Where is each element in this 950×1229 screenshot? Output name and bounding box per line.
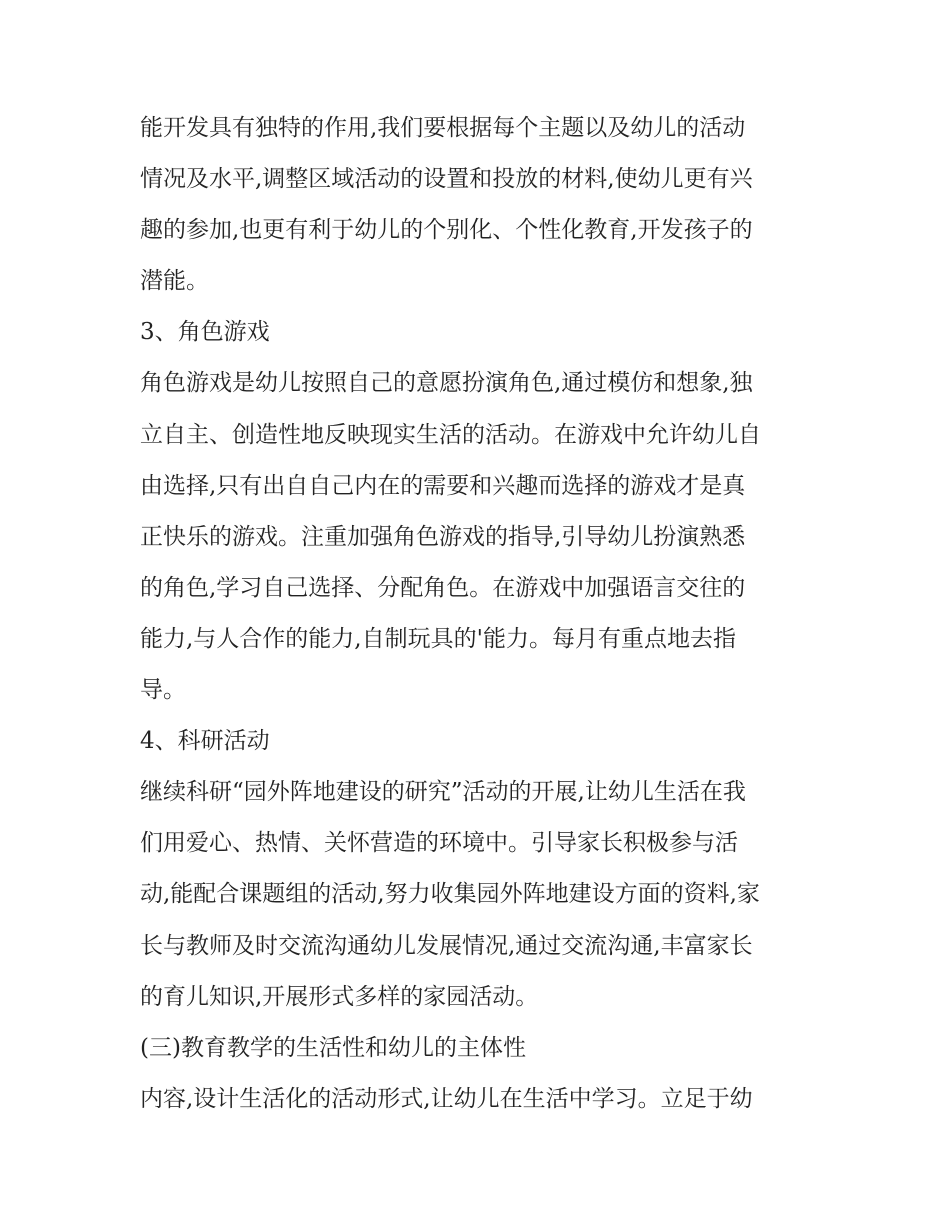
text-line-2: 情况及水平,调整区域活动的设置和投放的材料,使幼儿更有兴 bbox=[140, 166, 753, 193]
text-line-7: 立自主、创造性地反映现实生活的活动。在游戏中允许幼儿自 bbox=[140, 421, 761, 448]
text-line-1: 能开发具有独特的作用,我们要根据每个主题以及幼儿的活动 bbox=[140, 115, 746, 141]
text-line-14: 继续科研“园外阵地建设的研究”活动的开展,让幼儿生活在我 bbox=[140, 779, 746, 806]
section-heading-3-subject: (三)教育教学的生活性和幼儿的主体性 bbox=[140, 1034, 526, 1061]
text-line-4: 潜能。 bbox=[140, 268, 209, 295]
text-line-6: 角色游戏是幼儿按照自己的意愿扮演角色,通过模仿和想象,独 bbox=[140, 370, 753, 397]
text-line-17: 长与教师及时交流沟通幼儿发展情况,通过交流沟通,丰富家长 bbox=[140, 932, 753, 959]
text-line-10: 的角色,学习自己选择、分配角色。在游戏中加强语言交往的 bbox=[140, 574, 746, 601]
text-line-12: 导。 bbox=[140, 677, 186, 704]
text-line-18: 的育儿知识,开展形式多样的家园活动。 bbox=[140, 983, 539, 1010]
text-line-3: 趣的参加,也更有利于幼儿的个别化、个性化教育,开发孩子的 bbox=[140, 217, 753, 244]
text-line-9: 正快乐的游戏。注重加强角色游戏的指导,引导幼儿扮演熟悉 bbox=[140, 523, 746, 550]
section-heading-3: 3、角色游戏 bbox=[140, 319, 270, 346]
text-line-8: 由选择,只有出自自己内在的需要和兴趣而选择的游戏才是真 bbox=[140, 472, 746, 499]
text-line-16: 动,能配合课题组的活动,努力收集园外阵地建设方面的资料,家 bbox=[140, 881, 760, 908]
text-line-15: 们用爱心、热情、关怀营造的环境中。引导家长积极参与活 bbox=[140, 830, 738, 857]
text-line-11: 能力,与人合作的能力,自制玩具的'能力。每月有重点地去指 bbox=[140, 625, 736, 652]
section-heading-4: 4、科研活动 bbox=[140, 728, 270, 755]
document-body bbox=[140, 103, 820, 1125]
text-line-20: 内容,设计生活化的活动形式,让幼儿在生活中学习。立足于幼 bbox=[140, 1085, 753, 1112]
